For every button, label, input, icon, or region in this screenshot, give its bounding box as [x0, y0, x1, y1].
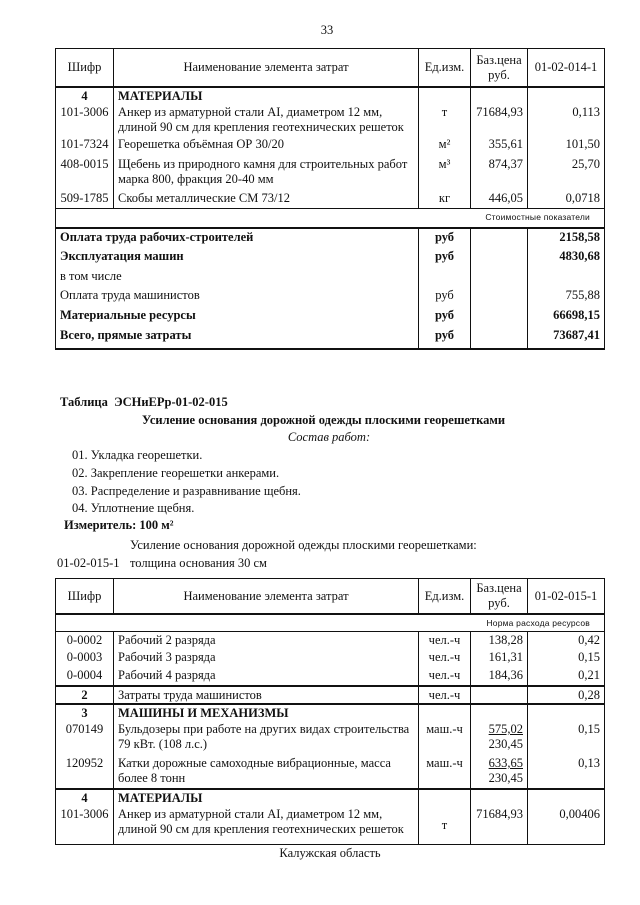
- resource-name: [114, 721, 419, 755]
- resource-code: 509-1785: [56, 190, 114, 209]
- machine-price: 633,65: [488, 756, 523, 770]
- resource-name-line: Анкер из арматурной стали AI, диаметром 12 мм,: [118, 807, 383, 821]
- resource-name-line: длиной 90 см для крепления геотехнических решеток: [118, 119, 404, 134]
- summary-row: [56, 268, 605, 287]
- section-title: МАТЕРИАЛЫ: [114, 87, 419, 104]
- resource-code: 101-3006: [56, 104, 114, 136]
- resource-name: [114, 806, 419, 844]
- measure-unit: Измеритель: 100 м²: [64, 518, 174, 532]
- section-row-materials: [56, 789, 605, 806]
- resource-name: [114, 190, 419, 209]
- resource-name: [114, 156, 419, 190]
- empty-cell: [528, 789, 605, 806]
- resource-name: Рабочий 3 разряда: [114, 649, 419, 667]
- cost-caption-row: [56, 209, 605, 228]
- work-item: 04. Уплотнение щебня.: [72, 501, 195, 515]
- empty-cell: [471, 686, 528, 704]
- table-row: [56, 649, 605, 667]
- resource-name-line: Анкер из арматурной стали AI, диаметром 12 мм,: [118, 104, 383, 119]
- resource-name: Затраты труда машинистов: [114, 686, 419, 704]
- table-row: [56, 667, 605, 686]
- header-name: Наименование элемента затрат: [114, 579, 419, 614]
- summary-label: Оплата труда машинистов: [56, 287, 419, 307]
- empty-cell: [419, 87, 471, 104]
- machinist-price: 230,45: [488, 737, 523, 751]
- resource-norm: 0,113: [528, 104, 605, 136]
- resource-price: 138,28: [471, 631, 528, 649]
- resource-price: [471, 721, 528, 755]
- empty-cell: [471, 287, 528, 307]
- empty-cell: [528, 87, 605, 104]
- sub-heading: Усиление основания дорожной одежды плоскими георешетками:: [130, 538, 477, 552]
- resource-price: 184,36: [471, 667, 528, 686]
- empty-cell: [471, 789, 528, 806]
- resource-name-line: длиной 90 см для крепления геотехнических решеток: [118, 822, 404, 836]
- summary-unit: руб: [419, 287, 471, 307]
- resource-norm: 101,50: [528, 136, 605, 156]
- resource-price: 874,37: [471, 156, 528, 190]
- summary-row: [56, 327, 605, 349]
- resource-unit: т: [419, 806, 471, 844]
- empty-cell: [471, 87, 528, 104]
- empty-cell: [419, 704, 471, 721]
- section-title: МАШИНЫ И МЕХАНИЗМЫ: [114, 704, 419, 721]
- resource-unit: т: [419, 104, 471, 136]
- norm-caption-row: [56, 614, 605, 632]
- header-price-line: руб.: [488, 596, 510, 611]
- resource-norm: 0,0718: [528, 190, 605, 209]
- header-price: [471, 49, 528, 87]
- resource-code: 120952: [56, 755, 114, 789]
- table-title: Таблица ЭСНиЕРр-01-02-015: [60, 395, 228, 409]
- empty-cell: [471, 704, 528, 721]
- header-unit: Ед.изм.: [419, 579, 471, 614]
- resource-unit: чел.-ч: [419, 649, 471, 667]
- resource-price: 446,05: [471, 190, 528, 209]
- resource-norm: 0,21: [528, 667, 605, 686]
- table-row: [56, 136, 605, 156]
- resource-norm: 0,28: [528, 686, 605, 704]
- resource-price: 161,31: [471, 649, 528, 667]
- summary-value: 4830,68: [528, 248, 605, 268]
- summary-value: 73687,41: [528, 327, 605, 349]
- norm-caption: Норма расхода ресурсов: [56, 614, 605, 632]
- section-row-machines: [56, 704, 605, 721]
- resource-code: 070149: [56, 721, 114, 755]
- table-row: [56, 631, 605, 649]
- resource-unit: маш.-ч: [419, 755, 471, 789]
- section-number: 2: [56, 686, 114, 704]
- resource-unit: маш.-ч: [419, 721, 471, 755]
- machinist-price: 230,45: [488, 771, 523, 785]
- header-price-line: Баз.цена: [476, 52, 522, 67]
- summary-label: Оплата труда рабочих-строителей: [56, 228, 419, 248]
- summary-row: [56, 307, 605, 327]
- resource-code: 0-0004: [56, 667, 114, 686]
- table-row: [56, 156, 605, 190]
- resource-name: [114, 104, 419, 136]
- resource-name-line: более 8 тонн: [118, 771, 186, 785]
- summary-label: Эксплуатация машин: [56, 248, 419, 268]
- resource-table-01-02-014: [55, 48, 605, 350]
- resource-code: 101-3006: [56, 806, 114, 844]
- header-code: Шифр: [56, 579, 114, 614]
- header-code: Шифр: [56, 49, 114, 87]
- resource-norm: 0,42: [528, 631, 605, 649]
- resource-name-line: 79 кВт. (108 л.с.): [118, 737, 208, 751]
- empty-cell: [471, 248, 528, 268]
- footer-region: Калужская область: [279, 846, 381, 860]
- resource-unit: чел.-ч: [419, 667, 471, 686]
- resource-unit: чел.-ч: [419, 631, 471, 649]
- header-price-line: руб.: [488, 67, 510, 82]
- variant-code: 01-02-015-1: [57, 556, 120, 570]
- resource-table-01-02-015: [55, 578, 605, 845]
- summary-label: в том числе: [56, 268, 419, 287]
- resource-name-line: Щебень из природного камня для строительных работ: [118, 156, 408, 171]
- section-heading: Усиление основания дорожной одежды плоскими георешетками: [142, 413, 506, 427]
- table-header-row: [56, 49, 605, 87]
- summary-value: 755,88: [528, 287, 605, 307]
- empty-cell: [528, 268, 605, 287]
- header-norm-code: 01-02-015-1: [528, 579, 605, 614]
- empty-cell: [471, 307, 528, 327]
- page-number: 33: [320, 23, 334, 37]
- summary-unit: руб: [419, 228, 471, 248]
- header-norm-code: 01-02-014-1: [528, 49, 605, 87]
- table-row: [56, 190, 605, 209]
- table-row: [56, 755, 605, 789]
- resource-price: 355,61: [471, 136, 528, 156]
- table-row: [56, 806, 605, 844]
- resource-name: Рабочий 2 разряда: [114, 631, 419, 649]
- resource-norm: 0,15: [528, 721, 605, 755]
- section-row-materials: [56, 87, 605, 104]
- work-item: 02. Закрепление георешетки анкерами.: [72, 466, 280, 480]
- resource-price: 71684,93: [471, 806, 528, 844]
- resource-norm: 0,13: [528, 755, 605, 789]
- section-number: 4: [56, 789, 114, 806]
- resource-code: 0-0003: [56, 649, 114, 667]
- section-number: 4: [56, 87, 114, 104]
- resource-price: 71684,93: [471, 104, 528, 136]
- resource-norm: 25,70: [528, 156, 605, 190]
- resource-name-line: Катки дорожные самоходные вибрационные, масса: [118, 756, 391, 770]
- summary-unit: руб: [419, 248, 471, 268]
- cost-caption: Стоимостные показатели: [56, 209, 605, 228]
- summary-row: [56, 287, 605, 307]
- empty-cell: [419, 789, 471, 806]
- summary-row: [56, 248, 605, 268]
- summary-label: Всего, прямые затраты: [56, 327, 419, 349]
- table-row: [56, 721, 605, 755]
- summary-value: 2158,58: [528, 228, 605, 248]
- resource-price: [471, 755, 528, 789]
- works-title: Состав работ:: [287, 430, 371, 444]
- header-unit: Ед.изм.: [419, 49, 471, 87]
- work-item: 03. Распределение и разравнивание щебня.: [72, 484, 301, 498]
- section-number: 3: [56, 704, 114, 721]
- header-name: Наименование элемента затрат: [114, 49, 419, 87]
- resource-name: [114, 136, 419, 156]
- table-row: [56, 104, 605, 136]
- operator-labor-row: [56, 686, 605, 704]
- summary-label: Материальные ресурсы: [56, 307, 419, 327]
- table-header-row: [56, 579, 605, 614]
- resource-norm: 0,15: [528, 649, 605, 667]
- section-title: МАТЕРИАЛЫ: [114, 789, 419, 806]
- variant-text: толщина основания 30 см: [130, 556, 267, 570]
- resource-norm: 0,00406: [528, 806, 605, 844]
- empty-cell: [419, 268, 471, 287]
- resource-code: 408-0015: [56, 156, 114, 190]
- resource-name-line: Бульдозеры при работе на других видах строительства: [118, 722, 410, 736]
- machine-price: 575,02: [488, 722, 523, 736]
- summary-unit: руб: [419, 327, 471, 349]
- empty-cell: [471, 228, 528, 248]
- summary-value: 66698,15: [528, 307, 605, 327]
- resource-code: 0-0002: [56, 631, 114, 649]
- resource-name: Рабочий 4 разряда: [114, 667, 419, 686]
- resource-name-line: Георешетка объёмная ОР 30/20: [118, 136, 284, 151]
- work-item: 01. Укладка георешетки.: [72, 448, 203, 462]
- header-price-line: Баз.цена: [476, 581, 522, 596]
- resource-unit: чел.-ч: [419, 686, 471, 704]
- summary-unit: руб: [419, 307, 471, 327]
- resource-name-line: Скобы металлические СМ 73/12: [118, 190, 290, 205]
- resource-name-line: марка 800, фракция 20-40 мм: [118, 171, 274, 186]
- resource-unit: кг: [419, 190, 471, 209]
- summary-row: [56, 228, 605, 248]
- resource-code: 101-7324: [56, 136, 114, 156]
- resource-unit: м²: [419, 136, 471, 156]
- resource-name: [114, 755, 419, 789]
- empty-cell: [471, 268, 528, 287]
- header-price: [471, 579, 528, 614]
- empty-cell: [471, 327, 528, 349]
- empty-cell: [528, 704, 605, 721]
- resource-unit: м³: [419, 156, 471, 190]
